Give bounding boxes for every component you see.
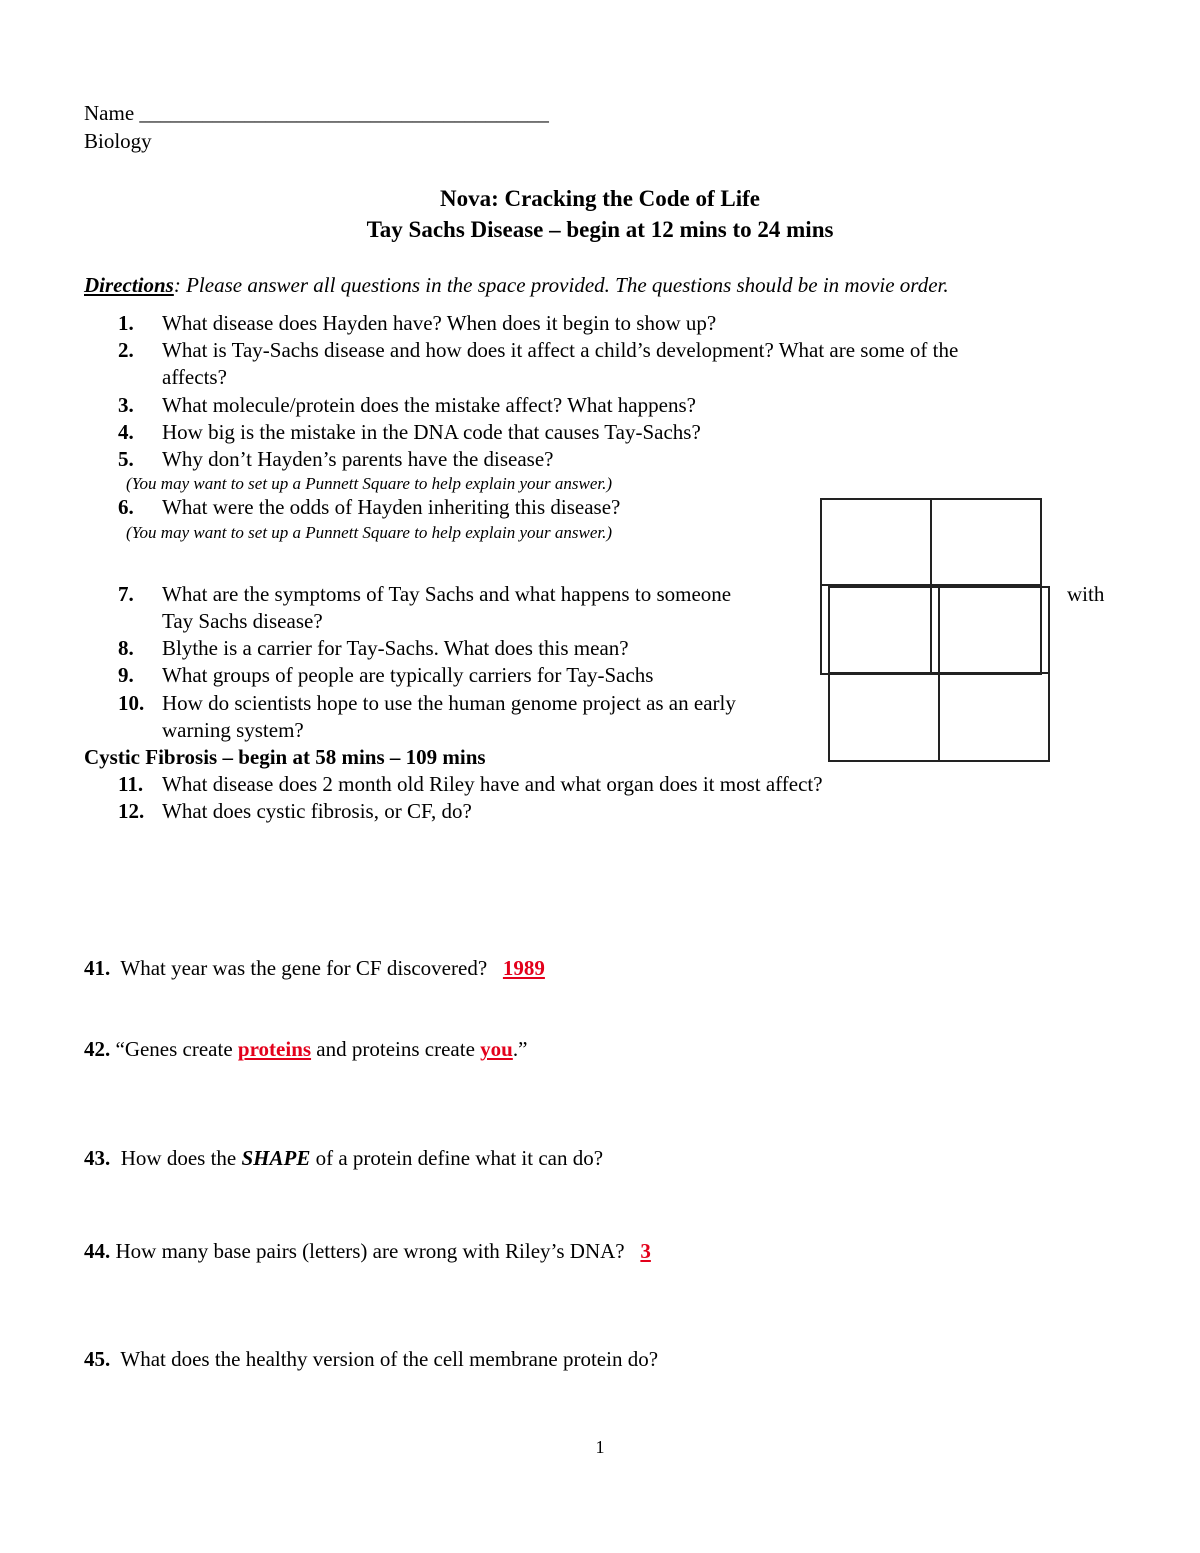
- question-42: [84, 1036, 527, 1063]
- answer-text: 1989: [502, 956, 545, 980]
- directions-label: Directions: [84, 273, 174, 297]
- question-text: How does the: [110, 1146, 242, 1170]
- question-text: What is Tay-Sachs disease and how does it affect a child’s development? What are some of the: [162, 338, 959, 362]
- question-45: [84, 1346, 658, 1373]
- question-text: What year was the gene for CF discovered?: [110, 956, 503, 980]
- question-text: What does the healthy version of the cell membrane protein do?: [110, 1347, 659, 1371]
- punnett-cell: [938, 672, 1050, 762]
- question-number: 3.: [118, 393, 134, 417]
- page-subtitle: Tay Sachs Disease – begin at 12 mins to 24 mins: [366, 217, 834, 242]
- directions: [84, 272, 949, 299]
- punnett-hint: (You may want to set up a Punnett Square to help explain your answer.): [126, 474, 613, 493]
- question-text: .”: [512, 1037, 528, 1061]
- punnett-cell: [828, 672, 940, 762]
- question-text: What disease does 2 month old Riley have and what organ does it most affect?: [162, 772, 823, 796]
- question-text: What are the symptoms of Tay Sachs and what happens to someone: [162, 582, 732, 606]
- question-number: 43.: [84, 1146, 111, 1170]
- question-text-tail: with: [1067, 582, 1105, 606]
- answer-text: you: [480, 1037, 513, 1061]
- question-text: of a protein define what it can do?: [310, 1146, 604, 1170]
- question-number: 1.: [118, 311, 134, 335]
- question-text: Why don’t Hayden’s parents have the disease?: [162, 447, 554, 471]
- page-title: Nova: Cracking the Code of Life: [439, 186, 761, 211]
- question-text: Blythe is a carrier for Tay-Sachs. What does this mean?: [162, 636, 629, 660]
- question-text: and proteins create: [311, 1037, 481, 1061]
- question-44: [84, 1238, 651, 1265]
- question-number: 9.: [118, 663, 134, 687]
- question-text-continued: warning system?: [162, 718, 304, 742]
- question-text-continued: affects?: [162, 365, 227, 389]
- question-text: How many base pairs (letters) are wrong with Riley’s DNA?: [110, 1239, 641, 1263]
- question-number: 7.: [118, 582, 134, 606]
- punnett-cell: [828, 586, 940, 674]
- section-heading-cf: Cystic Fibrosis – begin at 58 mins – 109 mins: [84, 745, 486, 769]
- question-43: [84, 1145, 603, 1172]
- punnett-cell: [930, 498, 1042, 586]
- name-field: [84, 100, 549, 127]
- page-number: 1: [595, 1437, 605, 1457]
- question-number: 2.: [118, 338, 134, 362]
- emphasis-text: SHAPE: [241, 1146, 311, 1170]
- question-text: What does cystic fibrosis, or CF, do?: [162, 799, 472, 823]
- question-text: What were the odds of Hayden inheriting this disease?: [162, 495, 621, 519]
- question-text: What molecule/protein does the mistake affect? What happens?: [162, 393, 696, 417]
- answer-text: 3: [640, 1239, 651, 1263]
- question-text: What groups of people are typically carriers for Tay-Sachs: [162, 663, 654, 687]
- question-number: 8.: [118, 636, 134, 660]
- punnett-cell: [820, 498, 932, 586]
- question-number: 4.: [118, 420, 134, 444]
- punnett-hint: (You may want to set up a Punnett Square to help explain your answer.): [126, 523, 613, 542]
- question-number: 5.: [118, 447, 134, 471]
- question-number: 10.: [118, 691, 145, 715]
- question-text-continued: Tay Sachs disease?: [162, 609, 323, 633]
- question-text: How big is the mistake in the DNA code that causes Tay-Sachs?: [162, 420, 701, 444]
- question-number: 42.: [84, 1037, 111, 1061]
- question-number: 11.: [118, 772, 144, 796]
- question-number: 12.: [118, 799, 145, 823]
- question-text: What disease does Hayden have? When does it begin to show up?: [162, 311, 717, 335]
- question-text: “Genes create: [110, 1037, 238, 1061]
- question-number: 6.: [118, 495, 134, 519]
- name-line: _______________________________________: [139, 101, 549, 125]
- answer-text: proteins: [237, 1037, 312, 1061]
- question-number: 45.: [84, 1347, 111, 1371]
- punnett-cell: [938, 586, 1050, 674]
- question-number: 44.: [84, 1239, 111, 1263]
- question-41: [84, 955, 545, 982]
- class-label: Biology: [84, 129, 152, 153]
- name-label: Name: [84, 101, 140, 125]
- directions-text: : Please answer all questions in the space provided. The questions should be in movie order.: [173, 273, 949, 297]
- question-text: How do scientists hope to use the human genome project as an early: [162, 691, 736, 715]
- question-number: 41.: [84, 956, 111, 980]
